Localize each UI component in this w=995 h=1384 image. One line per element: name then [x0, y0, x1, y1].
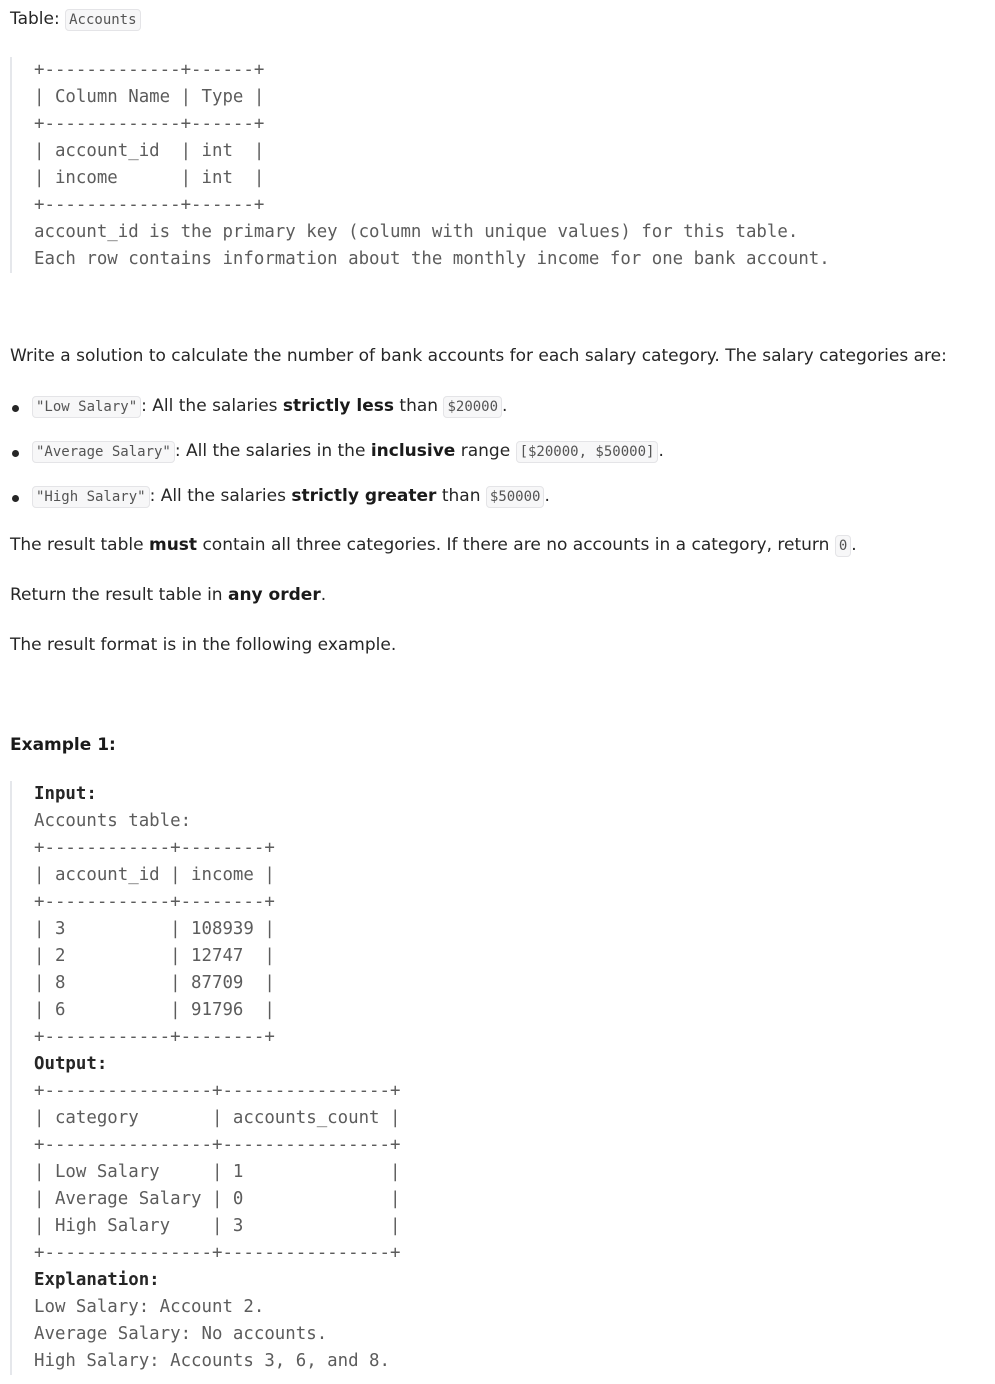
example-line: | Average Salary | 0 | — [34, 1189, 401, 1209]
category-text: : All the salaries in the — [174, 441, 371, 461]
category-threshold-code: $50000 — [486, 486, 545, 508]
example-line: | High Salary | 3 | — [34, 1216, 401, 1236]
schema-code-block — [10, 57, 830, 273]
schema-line: +-------------+------+ — [34, 60, 265, 80]
bullet-dot — [12, 495, 19, 502]
note-emphasis: must — [148, 535, 198, 555]
category-emphasis: strictly greater — [291, 486, 437, 506]
schema-line: | income | int | — [34, 168, 265, 188]
example-line: +----------------+----------------+ — [34, 1081, 401, 1101]
example-section-label: Explanation: — [34, 1270, 160, 1290]
table-heading — [10, 9, 141, 29]
note-text: . — [851, 535, 857, 555]
example-line: +------------+--------+ — [34, 892, 275, 912]
example-line: Accounts table: — [34, 811, 192, 831]
schema-line: +-------------+------+ — [34, 195, 265, 215]
example-line: | 2 | 12747 | — [34, 946, 275, 966]
zero-code: 0 — [835, 535, 851, 557]
category-code: "Low Salary" — [32, 396, 141, 418]
category-threshold-code: $20000 — [443, 396, 502, 418]
schema-line: +-------------+------+ — [34, 114, 265, 134]
category-text: . — [502, 396, 508, 416]
category-emphasis: strictly less — [282, 396, 395, 416]
example-line: | 3 | 108939 | — [34, 919, 275, 939]
category-text: than — [394, 396, 444, 416]
schema-line: Each row contains information about the monthly income for one bank account. — [34, 249, 830, 269]
example-line: | category | accounts_count | — [34, 1108, 401, 1128]
bullet-dot — [12, 405, 19, 412]
schema-line: account_id is the primary key (column with unique values) for this table. — [34, 222, 799, 242]
note-text: contain all three categories. If there are no accounts in a category, return — [197, 535, 835, 555]
note-text: . — [320, 585, 327, 605]
category-text: than — [436, 486, 486, 506]
schema-line: | Column Name | Type | — [34, 87, 265, 107]
category-threshold-code: [$20000, $50000] — [516, 441, 659, 463]
note-emphasis: any order — [227, 585, 321, 605]
example-section-label: Output: — [34, 1054, 108, 1074]
bullet-dot — [12, 450, 19, 457]
order-note — [10, 585, 326, 605]
example-line: +----------------+----------------+ — [34, 1135, 401, 1155]
example-line: | account_id | income | — [34, 865, 275, 885]
example-line: High Salary: Accounts 3, 6, and 8. — [34, 1351, 390, 1371]
table-heading-label: Table: — [10, 9, 60, 29]
example-title: Example 1: — [10, 735, 116, 755]
table-name-code: Accounts — [65, 9, 140, 31]
category-text: . — [658, 441, 664, 461]
example-section-label: Input: — [34, 784, 97, 804]
schema-line: | account_id | int | — [34, 141, 265, 161]
format-note: The result format is in the following example. — [10, 635, 397, 655]
result-note — [10, 535, 857, 555]
example-line: Low Salary: Account 2. — [34, 1297, 265, 1317]
example-code-block — [10, 781, 400, 1375]
category-text: : All the salaries — [149, 486, 292, 506]
category-code: "Average Salary" — [32, 441, 175, 463]
category-text: : All the salaries — [141, 396, 283, 416]
example-line: | 8 | 87709 | — [34, 973, 275, 993]
example-line: | Low Salary | 1 | — [34, 1162, 401, 1182]
example-line: +------------+--------+ — [34, 838, 275, 858]
example-line: Average Salary: No accounts. — [34, 1324, 328, 1344]
intro-paragraph: Write a solution to calculate the number of bank accounts for each salary category. The salary categories are: — [10, 346, 947, 366]
category-code: "High Salary" — [32, 486, 150, 508]
example-line: | 6 | 91796 | — [34, 1000, 275, 1020]
category-text: . — [544, 486, 550, 506]
example-line: +------------+--------+ — [34, 1027, 275, 1047]
example-line: +----------------+----------------+ — [34, 1243, 401, 1263]
note-text: Return the result table in — [10, 585, 228, 605]
category-text: range — [455, 441, 516, 461]
note-text: The result table — [10, 535, 149, 555]
category-emphasis: inclusive — [370, 441, 456, 461]
